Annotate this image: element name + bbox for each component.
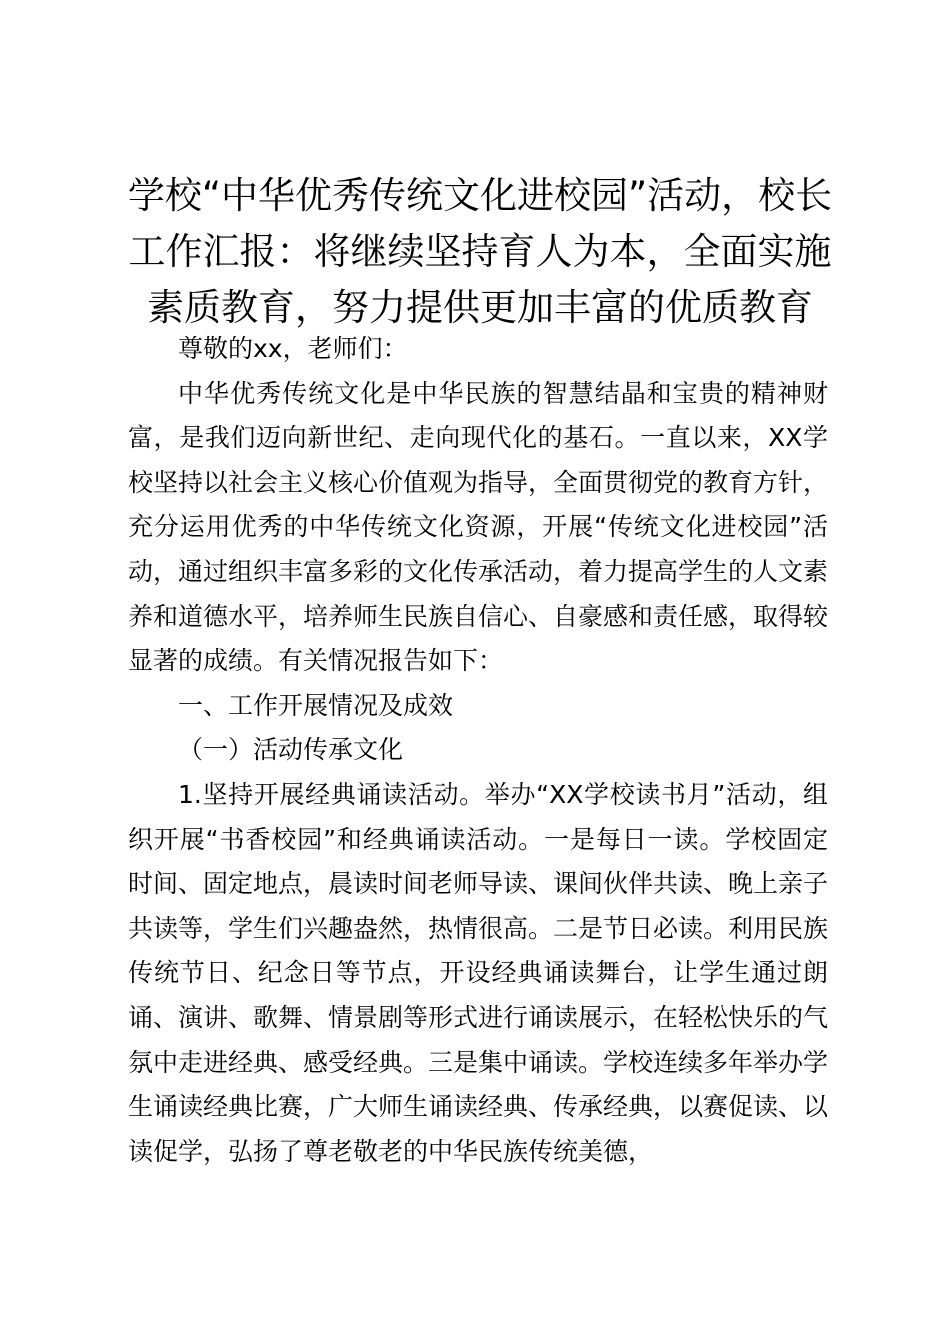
- document-body: [128, 327, 828, 1174]
- subsection-heading: （一）活动传承文化: [178, 735, 404, 765]
- body-paragraph: 1.坚持开展经典诵读活动。举办“XX学校读书月”活动，组织开展“书香校园”和经典诵读活动。一是每日一读。学校固定时间、固定地点，晨读时间老师导读、课间伙伴共读、晚上亲子共读等，学生们兴趣盎然，热情很高。二是节日必读。利用民族传统节日、纪念日等节点，开设经典诵读舞台，让学生通过朗诵、演讲、歌舞、情景剧等形式进行诵读展示，在轻松快乐的气氛中走进经典、感受经典。三是集中诵读。学校连续多年举办学生诵读经典比赛，广大师生诵读经典、传承经典，以赛促读、以读促学，弘扬了尊老敬老的中华民族传统美德，: [128, 779, 829, 1166]
- salutation: 尊敬的xx，老师们：: [178, 334, 408, 363]
- section-heading: 一、工作开展情况及成效: [178, 690, 454, 720]
- intro-paragraph: 中华优秀传统文化是中华民族的智慧结晶和宝贵的精神财富，是我们迈向新世纪、走向现代化的基石。一直以来，XX学校坚持以社会主义核心价值观为指导，全面贯彻党的教育方针，充分运用优秀的中华传统文化资源，开展“传统文化进校园”活动，通过组织丰富多彩的文化传承活动，着力提高学生的人文素养和道德水平，培养师生民族自信心、自豪感和责任感，取得较显著的成绩。有关情况报告如下：: [128, 378, 829, 676]
- document-title: 学校“中华优秀传统文化进校园”活动，校长工作汇报：将继续坚持育人为本，全面实施素质教育，努力提供更加丰富的优质教育: [127, 174, 833, 329]
